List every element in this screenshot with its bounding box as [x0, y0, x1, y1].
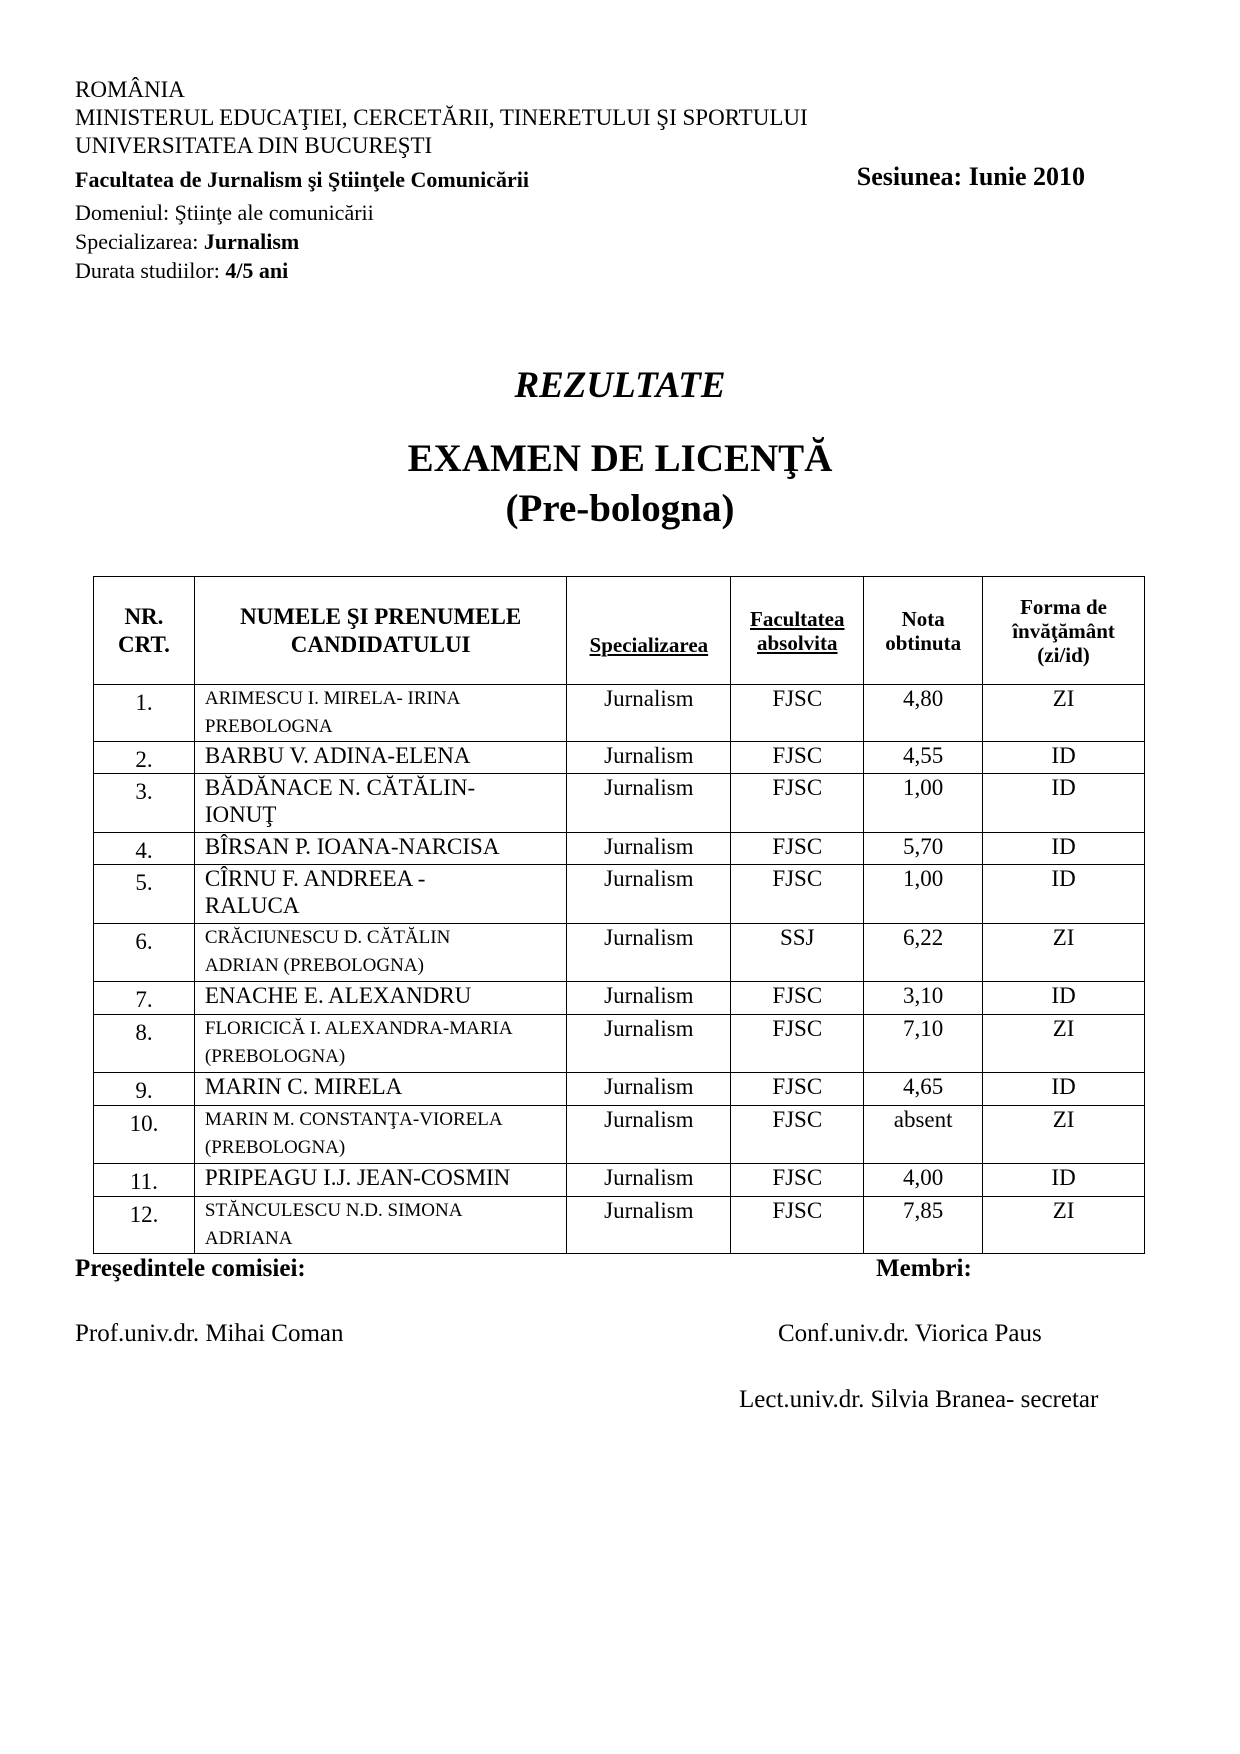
duration-label: Durata studiilor:: [75, 258, 226, 283]
president-label: Preşedintele comisiei:: [75, 1255, 306, 1282]
header-study-form: [983, 577, 1145, 685]
faculty-cell: SSJ: [731, 924, 864, 982]
row-number: 2.: [94, 742, 195, 774]
faculty-cell: FJSC: [731, 742, 864, 774]
row-number: 6.: [94, 924, 195, 982]
header-specialization: [567, 577, 731, 685]
table-header-row: [94, 577, 1145, 685]
grade-cell: 1,00: [864, 774, 983, 833]
header-spec-text: Specializarea: [589, 632, 709, 657]
candidate-name-line1: CÎRNU F. ANDREEA -: [204, 866, 426, 891]
grade-cell: absent: [864, 1106, 983, 1164]
grade-cell: 7,10: [864, 1015, 983, 1073]
faculty-cell: FJSC: [731, 685, 864, 742]
header-grade: [864, 577, 983, 685]
header-name-line1: NUMELE ŞI PRENUMELE: [240, 603, 522, 629]
table-row: [94, 742, 1145, 774]
study-form-cell: ZI: [983, 1015, 1145, 1073]
grade-cell: 6,22: [864, 924, 983, 982]
candidate-name: [194, 982, 567, 1015]
table-row: [94, 982, 1145, 1015]
candidate-name: [194, 1106, 567, 1164]
grade-cell: 5,70: [864, 833, 983, 865]
session-label: Sesiunea: Iunie 2010: [856, 162, 1085, 191]
table-body: [94, 685, 1145, 1254]
specialization-line: [75, 227, 1085, 256]
candidate-name-line1: PRIPEAGU I.J. JEAN-COSMIN: [204, 1165, 511, 1190]
row-number: 11.: [94, 1164, 195, 1197]
table-row: [94, 1015, 1145, 1073]
header-fac-line1: Facultatea: [750, 606, 845, 631]
specialization-cell: Jurnalism: [567, 865, 731, 924]
results-title: REZULTATE: [514, 365, 726, 406]
candidate-name-line2: PREBOLOGNA: [204, 716, 333, 737]
table-row: [94, 1197, 1145, 1254]
candidate-name-line1: BÎRSAN P. IOANA-NARCISA: [204, 834, 500, 859]
member-name-2: Lect.univ.dr. Silvia Branea- secretar: [739, 1386, 1099, 1413]
faculty-cell: FJSC: [731, 982, 864, 1015]
header-fac-line2: absolvita: [756, 630, 838, 655]
candidate-name-line2: ADRIAN (PREBOLOGNA): [204, 955, 424, 976]
header-name: [194, 577, 567, 685]
specialization-cell: Jurnalism: [567, 774, 731, 833]
candidate-name: [194, 1197, 567, 1254]
header-form-line1: Forma de: [1020, 594, 1107, 619]
candidate-name-line2: (PREBOLOGNA): [204, 1046, 346, 1067]
candidate-name-line1: CRĂCIUNESCU D. CĂTĂLIN: [204, 927, 451, 948]
row-number: 9.: [94, 1073, 195, 1106]
row-number: 8.: [94, 1015, 195, 1073]
study-form-cell: ZI: [983, 1197, 1145, 1254]
specialization-cell: Jurnalism: [567, 1164, 731, 1197]
candidate-name-line1: BARBU V. ADINA-ELENA: [204, 743, 471, 768]
candidate-name: [194, 1015, 567, 1073]
grade-cell: 1,00: [864, 865, 983, 924]
member-name-1: Conf.univ.dr. Viorica Paus: [778, 1320, 1042, 1347]
row-number: 4.: [94, 833, 195, 865]
specialization-cell: Jurnalism: [567, 685, 731, 742]
row-number: 1.: [94, 685, 195, 742]
table-row: [94, 865, 1145, 924]
domain-line: Domeniul: Ştiinţe ale comunicării: [75, 200, 374, 225]
specialization-cell: Jurnalism: [567, 1106, 731, 1164]
candidate-name-line1: ENACHE E. ALEXANDRU: [204, 983, 472, 1008]
row-number: 12.: [94, 1197, 195, 1254]
candidate-name: [194, 742, 567, 774]
table-row: [94, 685, 1145, 742]
row-number: 3.: [94, 774, 195, 833]
header-form-line2: învăţământ: [1012, 618, 1115, 643]
faculty-cell: FJSC: [731, 1197, 864, 1254]
university-line: UNIVERSITATEA DIN BUCUREŞTI: [75, 133, 433, 158]
study-form-cell: ZI: [983, 1106, 1145, 1164]
specialization-cell: Jurnalism: [567, 924, 731, 982]
candidate-name: [194, 865, 567, 924]
header-name-line2: CANDIDATULUI: [290, 631, 471, 657]
candidate-name: [194, 685, 567, 742]
study-details: [75, 198, 1085, 285]
header-grade-line2: obtinuta: [885, 630, 962, 655]
candidate-name: [194, 1073, 567, 1106]
faculty-cell: FJSC: [731, 774, 864, 833]
candidate-name-line2: ADRIANA: [204, 1228, 293, 1249]
candidate-name-line2: IONUŢ: [204, 802, 277, 827]
specialization-cell: Jurnalism: [567, 982, 731, 1015]
candidate-name-line2: RALUCA: [204, 893, 300, 918]
candidate-name: [194, 1164, 567, 1197]
candidate-name-line2: (PREBOLOGNA): [204, 1137, 346, 1158]
table-row: [94, 833, 1145, 865]
study-form-cell: ID: [983, 742, 1145, 774]
table-row: [94, 1073, 1145, 1106]
faculty-cell: FJSC: [731, 1015, 864, 1073]
header-nr-line2: CRT.: [118, 631, 170, 657]
candidate-name-line1: STĂNCULESCU N.D. SIMONA: [204, 1200, 463, 1221]
ministry-line: MINISTERUL EDUCAŢIEI, CERCETĂRII, TINERETULUI ŞI SPORTULUI: [75, 105, 808, 130]
grade-cell: 3,10: [864, 982, 983, 1015]
study-form-cell: ID: [983, 865, 1145, 924]
document-header: [75, 76, 1085, 285]
row-number: 10.: [94, 1106, 195, 1164]
grade-cell: 4,80: [864, 685, 983, 742]
results-table: [93, 576, 1145, 1254]
faculty-cell: FJSC: [731, 1106, 864, 1164]
study-form-cell: ZI: [983, 924, 1145, 982]
table-row: [94, 1164, 1145, 1197]
candidate-name-line1: MARIN M. CONSTANŢA-VIORELA: [204, 1109, 503, 1130]
faculty-cell: FJSC: [731, 1073, 864, 1106]
duration-value: 4/5 ani: [225, 258, 289, 283]
header-form-line3: (zi/id): [1037, 642, 1090, 667]
duration-line: [75, 256, 1085, 285]
candidate-name-line1: MARIN C. MIRELA: [204, 1074, 403, 1099]
faculty-cell: FJSC: [731, 833, 864, 865]
specialization-cell: Jurnalism: [567, 1073, 731, 1106]
study-form-cell: ID: [983, 1164, 1145, 1197]
row-number: 5.: [94, 865, 195, 924]
specialization-cell: Jurnalism: [567, 833, 731, 865]
header-nr: [94, 577, 195, 685]
candidate-name-line1: ARIMESCU I. MIRELA- IRINA: [204, 688, 461, 709]
members-label: Membri:: [876, 1255, 972, 1282]
faculty-cell: FJSC: [731, 1164, 864, 1197]
specialization-cell: Jurnalism: [567, 1197, 731, 1254]
specialization-value: Jurnalism: [203, 229, 300, 254]
faculty-name: Facultatea de Jurnalism şi Ştiinţele Comunicării: [75, 167, 530, 192]
faculty-row: [75, 162, 1085, 198]
candidate-name: [194, 833, 567, 865]
country-line: ROMÂNIA: [75, 77, 185, 102]
specialization-label: Specializarea:: [75, 229, 204, 254]
table-row: [94, 774, 1145, 833]
study-form-cell: ZI: [983, 685, 1145, 742]
study-form-cell: ID: [983, 833, 1145, 865]
president-name: Prof.univ.dr. Mihai Coman: [75, 1320, 344, 1347]
study-form-cell: ID: [983, 1073, 1145, 1106]
table-row: [94, 1106, 1145, 1164]
exam-title: EXAMEN DE LICENŢĂ: [407, 437, 833, 480]
row-number: 7.: [94, 982, 195, 1015]
grade-cell: 4,00: [864, 1164, 983, 1197]
exam-subtitle: (Pre-bologna): [505, 487, 735, 530]
specialization-cell: Jurnalism: [567, 742, 731, 774]
study-form-cell: ID: [983, 982, 1145, 1015]
grade-cell: 4,65: [864, 1073, 983, 1106]
grade-cell: 4,55: [864, 742, 983, 774]
grade-cell: 7,85: [864, 1197, 983, 1254]
study-form-cell: ID: [983, 774, 1145, 833]
header-nr-line1: NR.: [124, 603, 164, 629]
header-grade-line1: Nota: [901, 606, 945, 631]
header-faculty: [731, 577, 864, 685]
candidate-name-line1: BĂDĂNACE N. CĂTĂLIN-: [204, 775, 476, 800]
candidate-name-line1: FLORICICĂ I. ALEXANDRA-MARIA: [204, 1018, 513, 1039]
table-row: [94, 924, 1145, 982]
candidate-name: [194, 774, 567, 833]
candidate-name: [194, 924, 567, 982]
specialization-cell: Jurnalism: [567, 1015, 731, 1073]
faculty-cell: FJSC: [731, 865, 864, 924]
